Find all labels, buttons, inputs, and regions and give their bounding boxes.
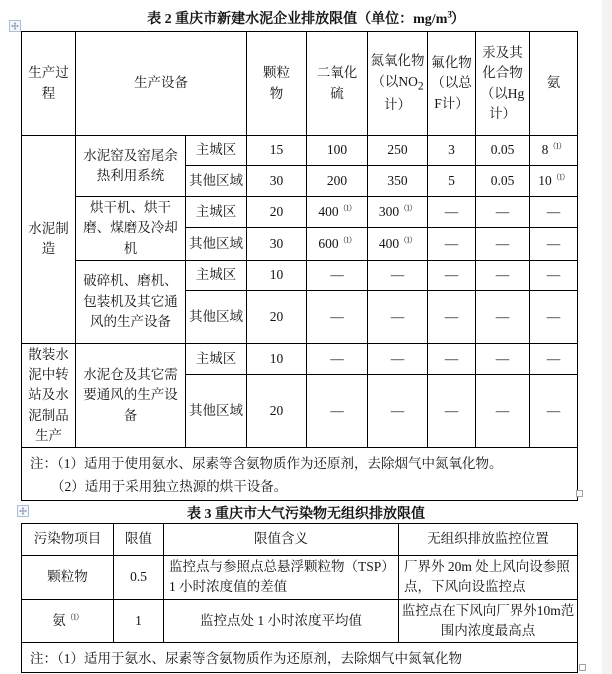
value-cell: 20 — [247, 290, 307, 343]
region-cell: 主城区 — [186, 136, 247, 166]
value-cell: — — [307, 260, 368, 290]
table3-title: 表 3 重庆市大气污染物无组织排放限值 — [187, 507, 425, 522]
value-cell: — — [476, 228, 530, 260]
table-row — [22, 599, 578, 643]
value-cell: 100 — [307, 136, 368, 166]
header-production-process: 生产过程 — [22, 32, 76, 136]
value-cell: 5 — [428, 166, 476, 197]
region-cell: 其他区域 — [186, 374, 247, 447]
header-particulate: 颗粒物 — [247, 32, 307, 136]
value-cell: 10 — [247, 260, 307, 290]
pollutant-cell: 氨$^{(1)}$ — [22, 599, 114, 643]
value-cell: — — [476, 260, 530, 290]
header-pollutant: 污染物项目 — [22, 524, 114, 556]
value-cell: — — [368, 343, 428, 374]
value-cell: — — [428, 228, 476, 260]
limit-cell: 0.5 — [114, 556, 164, 600]
value-cell: — — [530, 343, 578, 374]
value-cell: 0.05 — [476, 166, 530, 197]
region-cell: 主城区 — [186, 260, 247, 290]
value-cell: $10^{(1)}$ — [530, 166, 578, 197]
table-row — [22, 556, 578, 600]
value-cell: 30 — [247, 228, 307, 260]
header-nox-text: 氮氧化物（以NO — [370, 53, 425, 89]
equipment-dryer-mill: 烘干机、烘干磨、煤磨及冷却机 — [76, 197, 186, 261]
table2-title — [0, 8, 612, 28]
note-line: （2）适用于采用独立热源的烘干设备。 — [51, 479, 288, 494]
table2-title-superscript: 3 — [447, 9, 451, 20]
page-edge — [602, 0, 612, 674]
equipment-kiln-system: 水泥窑及窑尾余热利用系统 — [76, 136, 186, 197]
value-cell: — — [530, 290, 578, 343]
value-cell: 250 — [368, 136, 428, 166]
value-cell: 20 — [247, 197, 307, 228]
value-cell: — — [428, 290, 476, 343]
value-cell: $600^{(1)}$ — [307, 228, 368, 260]
value-cell: — — [368, 374, 428, 447]
table-row — [22, 260, 578, 290]
value-cell: — — [530, 374, 578, 447]
table-row — [22, 448, 578, 501]
header-limit: 限值 — [114, 524, 164, 556]
value-cell: 30 — [247, 166, 307, 197]
value-cell: 10 — [247, 343, 307, 374]
region-cell: 其他区域 — [186, 290, 247, 343]
process-cement-manufacturing: 水泥制造 — [22, 136, 76, 344]
table2-notes — [22, 448, 578, 501]
header-nox — [368, 32, 428, 136]
table2-title-text: 表 2 重庆市新建水泥企业排放限值（单位：mg/m — [147, 12, 448, 27]
value-cell: — — [307, 290, 368, 343]
value-cell: — — [476, 343, 530, 374]
value-cell: 350 — [368, 166, 428, 197]
value-cell: $8^{(1)}$ — [530, 136, 578, 166]
value-cell: $400^{(1)}$ — [307, 197, 368, 228]
pollutant-cell: 颗粒物 — [22, 556, 114, 600]
value-cell: — — [476, 290, 530, 343]
fugitive-emission-limits-table — [21, 523, 578, 673]
value-cell: — — [476, 197, 530, 228]
table-row — [22, 643, 578, 673]
header-ammonia: 氨 — [530, 32, 578, 136]
equipment-cement-silo: 水泥仓及其它需要通风的生产设备 — [76, 343, 186, 447]
header-fluoride: 氟化物（以总F计） — [428, 32, 476, 136]
move-arrows-icon — [11, 17, 19, 35]
value-cell: $400^{(1)}$ — [368, 228, 428, 260]
position-cell: 监控点在下风向厂界外10m范围内浓度最高点 — [399, 599, 578, 643]
table-row — [22, 343, 578, 374]
position-cell: 厂界外 20m 处上风向设参照点，下风向设监控点 — [399, 556, 578, 600]
region-cell: 其他区域 — [186, 228, 247, 260]
value-cell: — — [307, 374, 368, 447]
value-cell: — — [428, 197, 476, 228]
header-so2: 二氧化硫 — [307, 32, 368, 136]
emission-limits-table — [21, 31, 578, 501]
value-cell: — — [530, 228, 578, 260]
value-cell: 0.05 — [476, 136, 530, 166]
value-cell: $300^{(1)}$ — [368, 197, 428, 228]
table3-resize-handle[interactable] — [579, 664, 586, 671]
value-cell: — — [476, 374, 530, 447]
header-limit-meaning: 限值含义 — [164, 524, 399, 556]
value-cell: — — [428, 343, 476, 374]
value-cell: 3 — [428, 136, 476, 166]
value-cell: 15 — [247, 136, 307, 166]
header-monitoring-position: 无组织排放监控位置 — [399, 524, 578, 556]
value-cell: — — [368, 260, 428, 290]
value-cell: 20 — [247, 374, 307, 447]
value-cell: — — [428, 374, 476, 447]
meaning-cell: 监控点与参照点总悬浮颗粒物（TSP）1 小时浓度值的差值 — [164, 556, 399, 600]
region-cell: 主城区 — [186, 197, 247, 228]
value-cell: — — [428, 260, 476, 290]
header-nox-close: 计） — [384, 97, 411, 113]
table2-resize-handle[interactable] — [576, 490, 583, 497]
table-row — [22, 197, 578, 228]
table3-note: 注：（1）适用于氨水、尿素等含氨物质作为还原剂，去除烟气中氮氧化物 — [22, 643, 578, 673]
table-row — [22, 136, 578, 166]
equipment-crusher-packer: 破碎机、磨机、包装机及其它通风的生产设备 — [76, 260, 186, 343]
note-line: 注：（1）适用于使用氨水、尿素等含氨物质作为还原剂，去除烟气中氮氧化物。 — [30, 456, 503, 471]
region-cell: 其他区域 — [186, 166, 247, 197]
value-cell: — — [530, 197, 578, 228]
process-bulk-cement-transfer: 散装水泥中转站及水泥制品生产 — [22, 343, 76, 447]
value-cell: — — [530, 260, 578, 290]
region-cell: 主城区 — [186, 343, 247, 374]
value-cell: — — [368, 290, 428, 343]
limit-cell: 1 — [114, 599, 164, 643]
header-nox-subscript: 2 — [417, 80, 424, 93]
table3-move-handle[interactable] — [17, 505, 29, 517]
meaning-cell: 监控点处 1 小时浓度平均值 — [164, 599, 399, 643]
header-mercury: 汞及其化合物（以Hg计） — [476, 32, 530, 136]
table2-title-close: ） — [450, 12, 465, 27]
value-cell: 200 — [307, 166, 368, 197]
value-cell: — — [307, 343, 368, 374]
table2-move-handle[interactable] — [9, 20, 21, 32]
header-production-equipment: 生产设备 — [76, 32, 247, 136]
move-arrows-icon — [19, 502, 27, 520]
